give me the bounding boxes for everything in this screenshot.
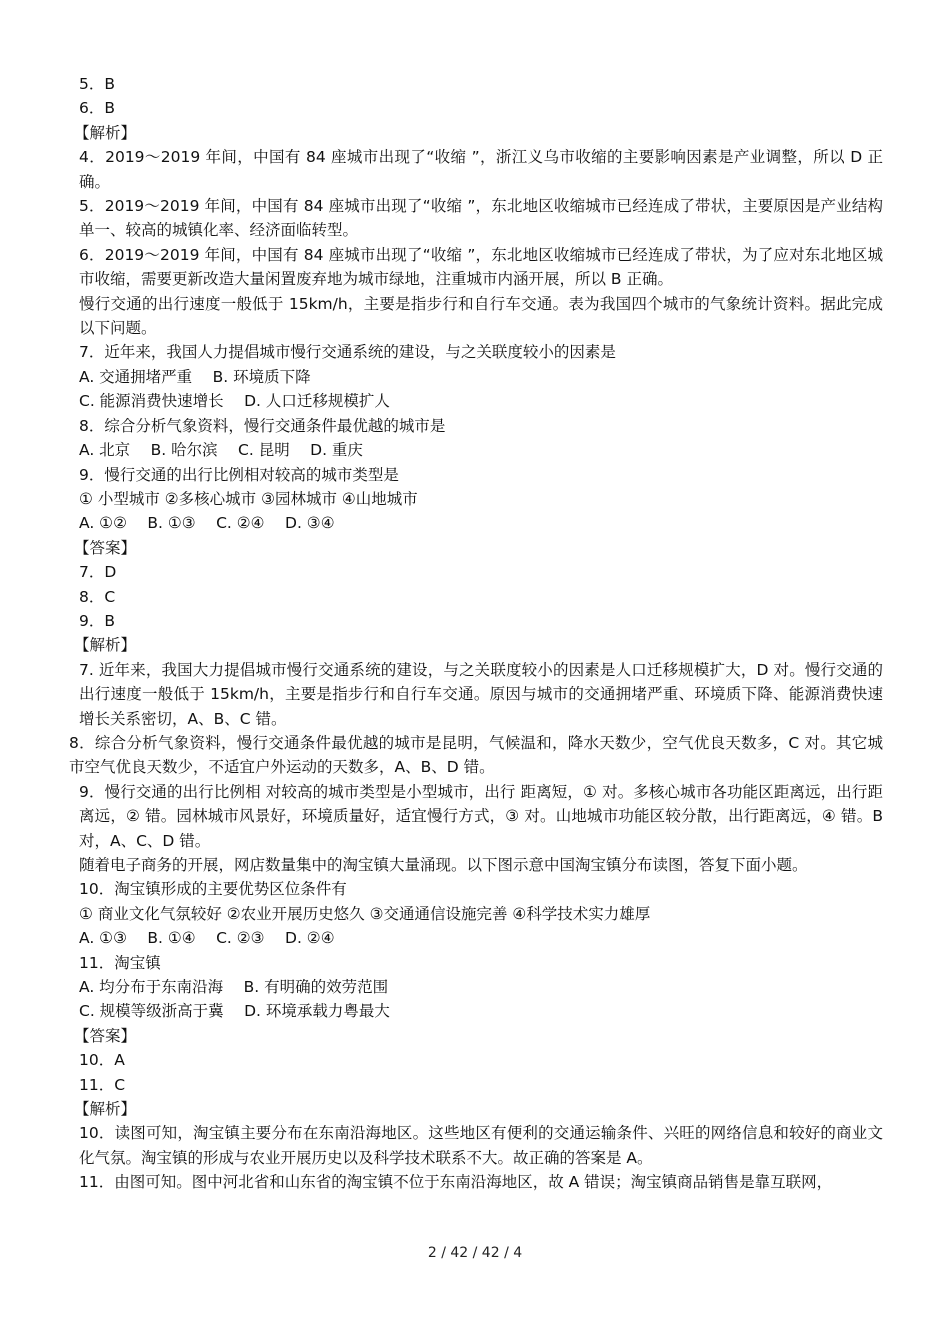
text-line: C. 能源消费快速增长 D. 人口迁移规模扩人 [79, 392, 390, 411]
text-line: ① 商业文化气氛较好 ②农业开展历史悠久 ③交通通信设施完善 ④科学技术实力雄厚 [79, 904, 651, 923]
text-line: ① 小型城市 ②多核心城市 ③园林城市 ④山地城市 [79, 489, 418, 508]
text-line: 11．C [79, 1075, 126, 1094]
text-line: 【答案】 [74, 1026, 137, 1045]
text-line: 【答案】 [74, 538, 137, 557]
text-line: 9．慢行交通的出行比例相对较高的城市类型是 [79, 465, 399, 484]
text-line: 【解析】 [74, 123, 137, 142]
text-line: 9．慢行交通的出行比例相 对较高的城市类型是小型城市，出行 距离短，① 对。多核心城市各功能区距离远，出行距离远，② 错。园林城市风景好，环境质量好，适宜慢行方式，③ 对。山地城市功能区较分散，出行距离远，④ 错。B 对，A、C、D 错。 [79, 782, 883, 850]
text-line: A. 北京 B. 哈尔滨 C. 昆明 D. 重庆 [79, 441, 363, 460]
text-line: 8．C [79, 587, 116, 606]
text-line: 10．A [79, 1051, 125, 1070]
text-line: 8．综合分析气象资料，慢行交通条件最优越的城市是 [79, 416, 446, 435]
text-line: 6．2019～2019 年间，中国有 84 座城市出现了“收缩 ”，东北地区收缩城市已经连成了带状，为了应对东北地区城市收缩，需要更新改造大量闲置废弃地为城市绿地，注重城市内涵开展，所以 B 正确。 [79, 245, 883, 289]
text-line: 慢行交通的出行速度一般低于 15km/h，主要是指步行和自行车交通。表为我国四个城市的气象统计资料。据此完成以下问题。 [79, 294, 883, 338]
text-line: 【解析】 [74, 636, 137, 655]
text-line: A. 交通拥堵严重 B. 环境质下降 [79, 367, 311, 386]
text-line: 7．近年来，我国人力提倡城市慢行交通系统的建设，与之关联度较小的因素是 [79, 343, 616, 362]
text-line: A. ①② B. ①③ C. ②④ D. ③④ [79, 514, 335, 533]
text-line: 随着电子商务的开展，网店数量集中的淘宝镇大量涌现。以下图示意中国淘宝镇分布读图，答复下面小题。 [79, 856, 808, 874]
text-line: A. ①③ B. ①④ C. ②③ D. ②④ [79, 929, 335, 948]
text-line: 11．由图可知。图中河北省和山东省的淘宝镇不位于东南沿海地区，故 A 错误；淘宝镇商品销售是靠互联网， [79, 1173, 833, 1192]
page-footer: 2 / 42 / 42 / 4 [427, 1245, 523, 1261]
text-line: 10．淘宝镇形成的主要优势区位条件有 [79, 880, 347, 899]
text-line: 10．读图可知，淘宝镇主要分布在东南沿海地区。这些地区有便利的交通运输条件、兴旺的网络信息和较好的商业文化气氛。淘宝镇的形成与农业开展历史以及科学技术联系不大。故正确的答案是 A。 [79, 1124, 883, 1167]
text-line: 5．B [79, 75, 115, 93]
text-line: A. 均分布于东南沿海 B. 有明确的效劳范围 [79, 978, 389, 997]
text-line: 7．D [79, 563, 117, 582]
text-line: 7. 近年来，我国大力提倡城市慢行交通系统的建设，与之关联度较小的因素是人口迁移规模扩大，D 对。慢行交通的出行速度一般低于 15km/h，主要是指步行和自行车交通。原因与城市的交通拥堵严重、环境质下降、能源消费快速增长关系密切，A、B、C 错。 [79, 660, 883, 728]
text-line: 6．B [79, 99, 115, 118]
text-line: 8．综合分析气象资料，慢行交通条件最优越的城市是昆明，气候温和，降水天数少，空气优良天数多，C 对。其它城市空气优良天数少，不适宜户外运动的天数多，A、B、D 错。 [69, 733, 883, 777]
text-line: 5．2019～2019 年间，中国有 84 座城市出现了“收缩 ”，东北地区收缩城市已经连成了带状，主要原因是产业结构单一、较高的城镇化率、经济面临转型。 [79, 197, 883, 240]
text-line: C. 规模等级浙高于冀 D. 环境承载力粤最大 [79, 1002, 390, 1021]
text-line: 4．2019～2019 年间，中国有 84 座城市出现了“收缩 ”，浙江义乌市收缩的主要影响因素是产业调整，所以 D 正确。 [79, 148, 883, 191]
text-line: 【解析】 [74, 1100, 137, 1119]
text-line: 11．淘宝镇 [79, 953, 161, 972]
text-line: 9．B [79, 611, 115, 630]
document-body [69, 72, 883, 1195]
